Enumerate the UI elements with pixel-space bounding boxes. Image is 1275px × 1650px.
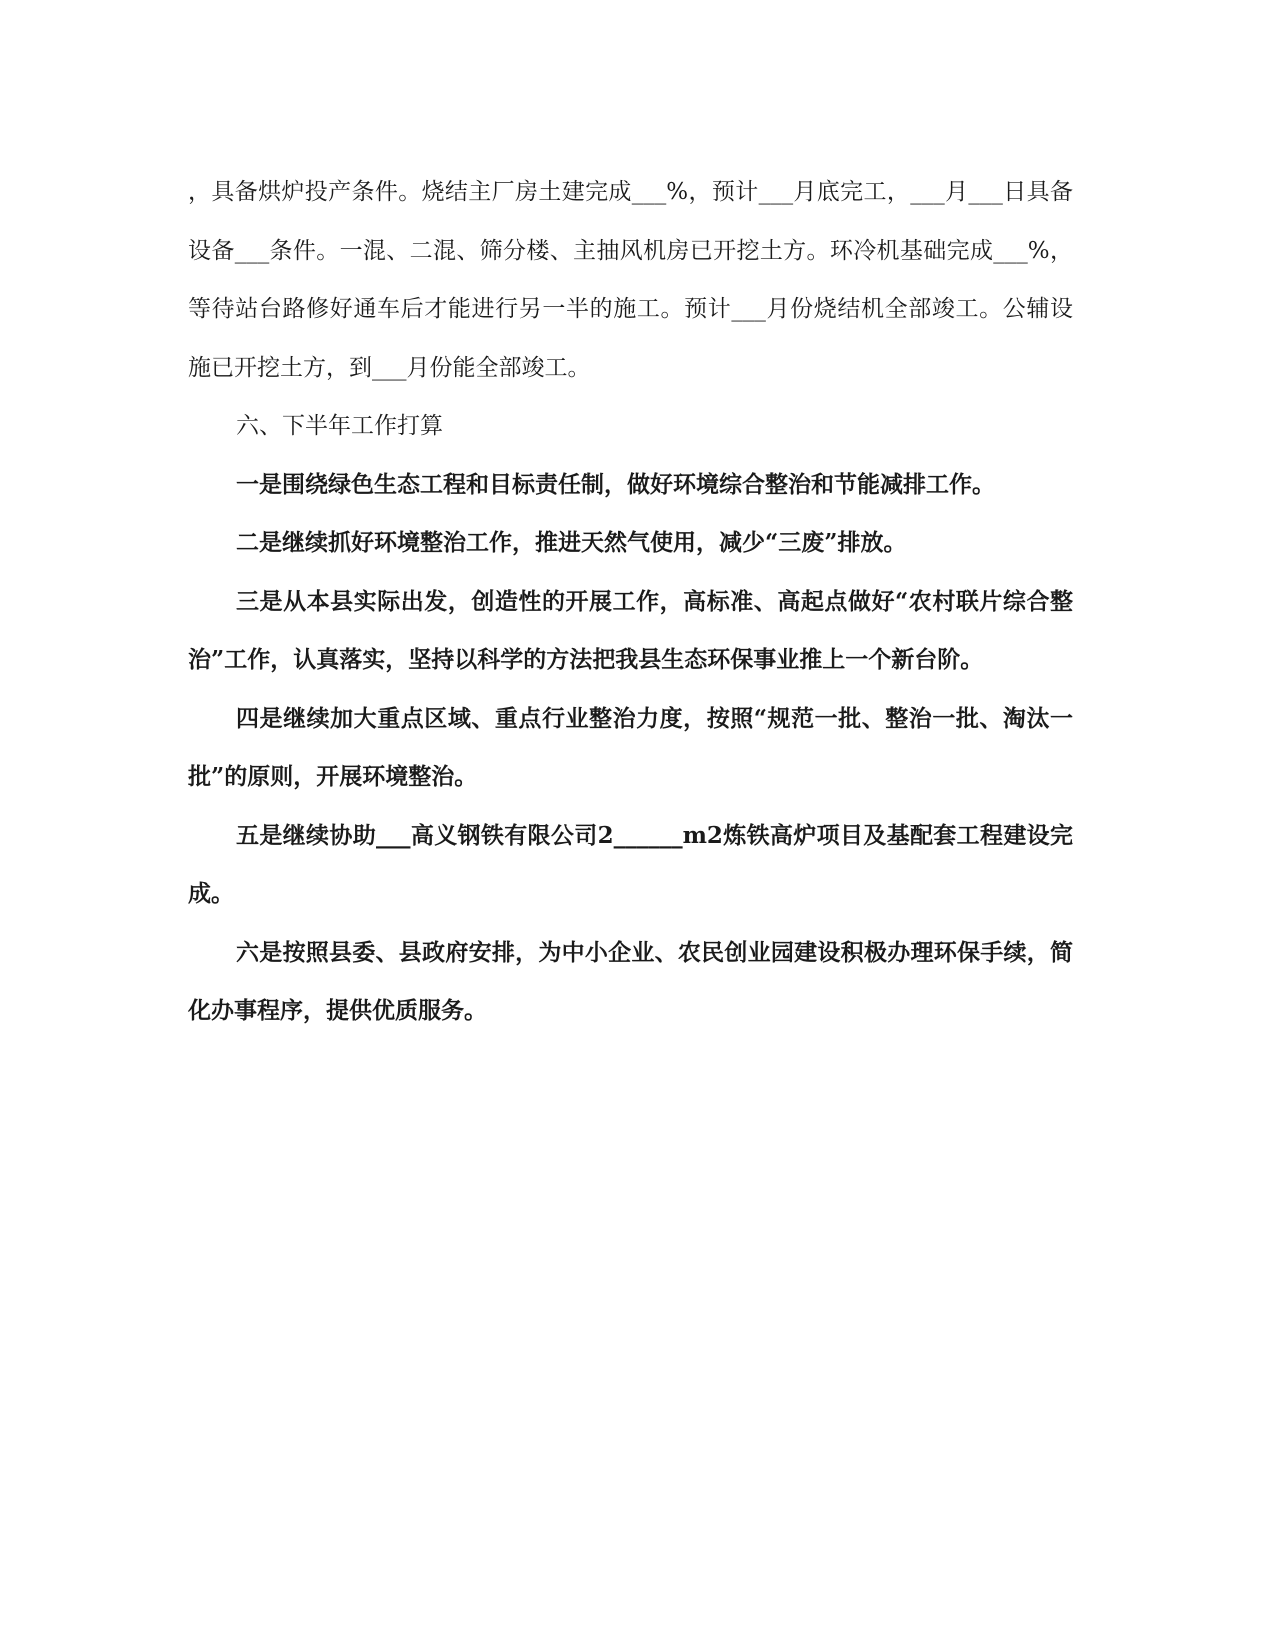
- plan-item-4: 四是继续加大重点区域、重点行业整治力度，按照“规范一批、整治一批、淘汰一批”的原则，开展环境整治。: [188, 704, 1073, 790]
- document-body: [188, 163, 1073, 1041]
- plan-item-2: 二是继续抓好环境整治工作，推进天然气使用，减少“三废”排放。: [236, 529, 907, 556]
- plan-item-1: 一是围绕绿色生态工程和目标责任制，做好环境综合整治和节能减排工作。: [236, 470, 995, 498]
- plan-item-5: 五是继续协助___高义钢铁有限公司2______m2炼铁高炉项目及基配套工程建设完成。: [188, 821, 1073, 907]
- paragraph-progress: ，具备烘炉投产条件。烧结主厂房土建完成___%，预计___月底完工，___月___日具备设备___条件。一混、二混、筛分楼、主抽风机房已开挖土方。环冷机基础完成___%，等待站台路修好通车后才能进行另一半的施工。预计___月份烧结机全部竣工。公辅设施已开挖土方，到___月份能全部竣工。: [188, 179, 1073, 381]
- plan-item-6: 六是按照县委、县政府安排，为中小企业、农民创业园建设积极办理环保手续，简化办事程序，提供优质服务。: [188, 938, 1073, 1024]
- plan-item-3: 三是从本县实际出发，创造性的开展工作，高标准、高起点做好“农村联片综合整治”工作，认真落实，坚持以科学的方法把我县生态环保事业推上一个新台阶。: [188, 587, 1073, 673]
- section-heading: 六、下半年工作打算: [236, 413, 443, 439]
